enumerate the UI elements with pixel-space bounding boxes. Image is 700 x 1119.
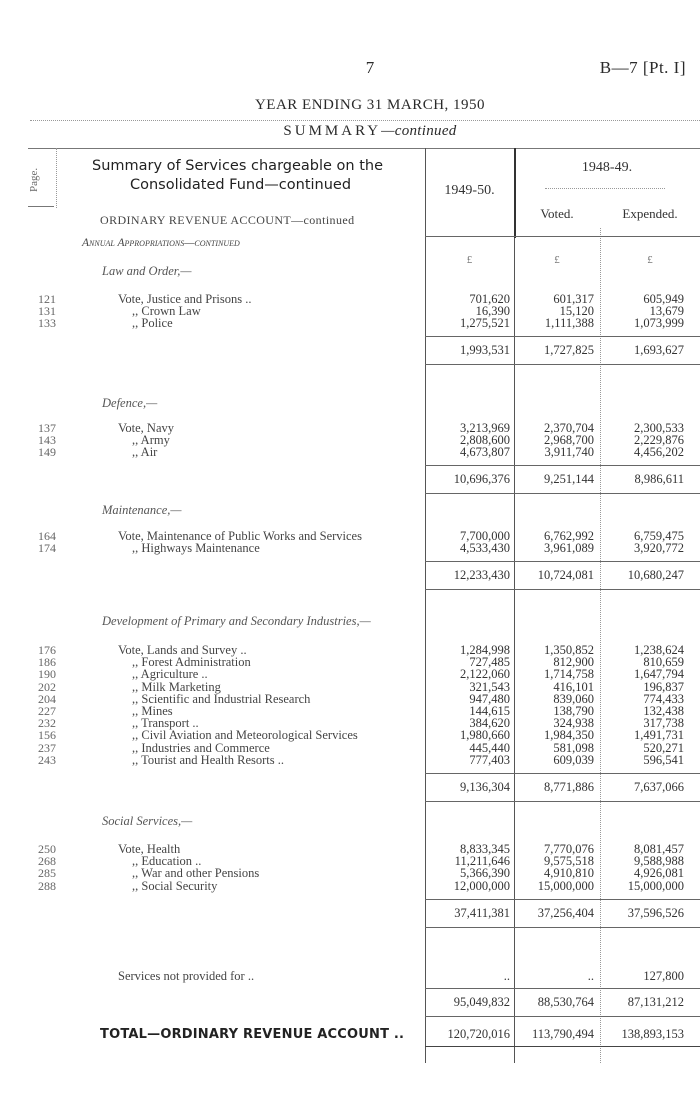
currency-c3: £ [647, 254, 653, 266]
not-provided-label: Services not provided for .. [118, 969, 255, 983]
row-c1: 777,403 [469, 752, 510, 767]
row-c2: 1,111,388 [544, 316, 594, 331]
vote-label: Vote, Navy [118, 421, 175, 435]
row-c1: 144,615 [469, 704, 510, 718]
not-provided-c3: 127,800 [643, 969, 684, 983]
row-c3: 4,926,081 [634, 866, 684, 881]
grand-total-c3: 138,893,153 [621, 1027, 684, 1041]
row-c2: 3,961,089 [544, 541, 594, 556]
row-c3: 3,920,772 [634, 541, 684, 556]
vote-label: ,, Milk Marketing [132, 679, 221, 694]
vote-label: ,, Civil Aviation and Meteorological Services [132, 728, 358, 743]
row-c2: 15,120 [559, 304, 594, 319]
group-total-rule-top [425, 561, 700, 562]
page-ref: 156 [38, 728, 56, 743]
row-c1: 11,211,646 [454, 854, 510, 869]
group-total-rule-bottom [425, 927, 700, 928]
row-c3: 8,081,457 [634, 842, 684, 856]
page-ref: 149 [38, 445, 56, 460]
subtotal-c2: 88,530,764 [537, 995, 594, 1009]
grand-total-c1: 120,720,016 [447, 1027, 510, 1041]
expended-header: Expended. [622, 206, 678, 221]
table-title [92, 157, 383, 195]
voted-header: Voted. [540, 206, 574, 221]
row-c3: 132,438 [643, 704, 684, 718]
row-c1: 947,480 [469, 691, 510, 706]
page-ref: 186 [38, 655, 56, 670]
header-rule [28, 148, 700, 149]
row-c2: 839,060 [553, 691, 594, 706]
page-ref: 288 [38, 878, 56, 893]
grand-total-rule [425, 1046, 700, 1047]
page-ref: 174 [38, 541, 56, 556]
currency-c1: £ [466, 254, 473, 266]
subtotal-rule-bottom [425, 1016, 700, 1017]
row-c1: 2,808,600 [460, 433, 510, 448]
row-c2: 324,938 [553, 716, 594, 731]
group-total-c3: 1,693,627 [634, 343, 684, 358]
row-c3: 1,647,794 [634, 667, 684, 682]
row-c1: 12,000,000 [453, 878, 510, 893]
page-ref: 243 [38, 752, 56, 767]
vote-label: ,, Tourist and Health Resorts .. [132, 752, 285, 767]
page-ref: 133 [38, 316, 56, 331]
row-c2: 812,900 [553, 655, 594, 670]
vote-label: ,, Army [132, 433, 170, 448]
page-ref: 268 [38, 854, 56, 869]
row-c1: 4,673,807 [460, 445, 510, 460]
vote-label: ,, Forest Administration [132, 655, 251, 670]
row-c2: 4,910,810 [544, 866, 594, 881]
row-c3: 2,229,876 [634, 433, 684, 448]
row-c1: 5,366,390 [460, 866, 510, 881]
row-c1: 384,620 [469, 716, 510, 731]
col-header-rule [425, 236, 700, 237]
vote-label: ,, Highways Maintenance [132, 541, 260, 556]
row-c3: 774,433 [643, 691, 684, 706]
row-c2: 1,984,350 [544, 728, 594, 743]
row-c3: 317,738 [643, 716, 684, 731]
vote-label: Vote, Justice and Prisons .. [118, 292, 252, 306]
row-c1: 727,485 [469, 655, 510, 670]
group-total-c3: 37,596,526 [627, 905, 684, 920]
group-total-c2: 8,771,886 [544, 779, 594, 794]
vote-label: ,, Social Security [132, 878, 218, 893]
row-c1: 445,440 [469, 740, 510, 755]
row-c2: 15,000,000 [537, 878, 594, 893]
group-total-c2: 9,251,144 [544, 472, 594, 487]
page-reference: B—7 [Pt. I] [599, 58, 686, 77]
group-total-c2: 37,256,404 [537, 905, 594, 920]
row-c1: 701,620 [469, 292, 510, 306]
year-heading: YEAR ENDING 31 MARCH, 1950 [254, 97, 486, 113]
page-ref: 237 [38, 740, 56, 755]
grand-total-c2: 113,790,494 [531, 1027, 594, 1041]
vote-label: ,, Mines [132, 704, 173, 718]
group-total-c1: 1,993,531 [460, 343, 510, 358]
not-provided-c2: .. [587, 969, 594, 983]
row-c1: 7,700,000 [460, 529, 510, 543]
row-c3: 605,949 [643, 292, 684, 306]
row-c2: 7,770,076 [544, 842, 594, 856]
row-c1: 1,284,998 [460, 643, 510, 657]
row-c2: 3,911,740 [544, 445, 594, 460]
group-total-c1: 9,136,304 [460, 779, 510, 794]
group-total-c3: 7,637,066 [634, 779, 684, 794]
row-c3: 15,000,000 [627, 878, 684, 893]
year-prev-rule [545, 188, 665, 189]
row-c3: 1,073,999 [634, 316, 684, 331]
row-c3: 596,541 [643, 752, 684, 767]
vote-label: ,, Police [132, 316, 173, 331]
page-ref: 227 [38, 704, 56, 718]
group-total-c2: 10,724,081 [537, 568, 594, 583]
row-c3: 9,588,988 [634, 854, 684, 869]
vote-label: ,, War and other Pensions [132, 866, 260, 881]
page-column-header [28, 158, 42, 194]
group-total-rule-bottom [425, 493, 700, 494]
row-c1: 321,543 [469, 679, 510, 694]
page-ref: 285 [38, 866, 56, 881]
group-heading: Maintenance,— [102, 503, 182, 517]
row-c2: 2,370,704 [544, 421, 594, 435]
page-ref: 164 [38, 529, 56, 543]
page-column-label: Page. [28, 167, 40, 192]
vote-label: ,, Transport .. [132, 716, 199, 731]
page-ref: 190 [38, 667, 56, 682]
group-total-rule-bottom [425, 364, 700, 365]
currency-c2: £ [554, 254, 560, 266]
vote-label: ,, Agriculture .. [132, 667, 208, 682]
group-total-c1: 10,696,376 [453, 472, 510, 487]
page-ref: 204 [38, 691, 56, 706]
vote-label: Vote, Maintenance of Public Works and Services [118, 529, 362, 543]
row-c2: 581,098 [553, 740, 594, 755]
group-total-c1: 12,233,430 [453, 568, 510, 583]
row-c2: 2,968,700 [544, 433, 594, 448]
page-column-rule [56, 148, 57, 208]
row-c1: 16,390 [475, 304, 510, 319]
row-c3: 196,837 [643, 679, 684, 694]
row-c1: 8,833,345 [460, 842, 510, 856]
row-c1: 1,980,660 [460, 728, 510, 743]
group-total-c3: 8,986,611 [634, 472, 684, 487]
group-heading: Law and Order,— [102, 264, 192, 278]
vote-label: ,, Industries and Commerce [132, 740, 270, 755]
page-ref: 121 [38, 292, 56, 306]
row-c3: 6,759,475 [634, 529, 684, 543]
group-total-rule-top [425, 899, 700, 900]
group-total-rule-top [425, 465, 700, 466]
row-c3: 1,491,731 [634, 728, 684, 743]
not-provided-c1: .. [503, 969, 510, 983]
row-c2: 6,762,992 [544, 529, 594, 543]
year-current-header: 1949-50. [444, 183, 495, 198]
table-title-line2: Consolidated Fund—continued [130, 177, 352, 193]
vote-label: Vote, Lands and Survey .. [118, 643, 247, 657]
row-c1: 1,275,521 [460, 316, 510, 331]
row-c3: 4,456,202 [634, 445, 684, 460]
row-c3: 520,271 [643, 740, 684, 755]
row-c2: 416,101 [553, 679, 594, 694]
row-c2: 601,317 [553, 292, 594, 306]
page-header-rule [28, 206, 54, 207]
row-c3: 2,300,533 [634, 421, 684, 435]
vote-label: ,, Education .. [132, 854, 202, 869]
vote-label: ,, Scientific and Industrial Research [132, 691, 311, 706]
page-ref: 143 [38, 433, 56, 448]
page-ref: 250 [38, 842, 56, 856]
subtotal-c3: 87,131,212 [627, 995, 684, 1009]
row-c2: 1,350,852 [544, 643, 594, 657]
group-total-rule-bottom [425, 589, 700, 590]
subtotal-c1: 95,049,832 [453, 995, 510, 1009]
grand-total-label: TOTAL—ORDINARY REVENUE ACCOUNT .. [100, 1027, 405, 1042]
group-total-c1: 37,411,381 [454, 905, 510, 920]
group-heading: Development of Primary and Secondary Industries,— [102, 614, 371, 628]
page-ref: 176 [38, 643, 56, 657]
summary-suffix: —continued [381, 123, 457, 139]
group-heading: Social Services,— [102, 814, 193, 828]
group-total-rule-top [425, 336, 700, 337]
page-ref: 202 [38, 679, 56, 694]
group-total-rule-bottom [425, 801, 700, 802]
annual-heading: Annual Appropriations—continued [82, 237, 240, 249]
group-total-rule-top [425, 773, 700, 774]
row-c2: 138,790 [553, 704, 594, 718]
page-number: 7 [365, 58, 375, 77]
row-c1: 4,533,430 [460, 541, 510, 556]
row-c3: 13,679 [649, 304, 684, 319]
page-ref: 137 [38, 421, 56, 435]
row-c2: 1,714,758 [544, 667, 594, 682]
col3-rule [600, 228, 601, 1063]
row-c1: 3,213,969 [460, 421, 510, 435]
top-rule [30, 120, 700, 121]
vote-label: ,, Air [132, 445, 158, 460]
row-c2: 9,575,518 [544, 854, 594, 869]
page-ref: 232 [38, 716, 56, 731]
group-total-c2: 1,727,825 [544, 343, 594, 358]
year-prev-header: 1948-49. [581, 160, 633, 175]
table-title-line1: Summary of Services chargeable on the [92, 158, 384, 174]
row-c2: 609,039 [553, 752, 594, 767]
row-c3: 810,659 [643, 655, 684, 670]
vote-label: ,, Crown Law [132, 304, 201, 319]
section-heading: ORDINARY REVENUE ACCOUNT—continued [100, 213, 355, 227]
page-ref: 131 [38, 304, 56, 319]
vote-label: Vote, Health [118, 842, 181, 856]
summary-heading [0, 123, 700, 140]
row-c3: 1,238,624 [634, 643, 684, 657]
group-heading: Defence,— [102, 396, 158, 410]
subtotal-rule-top [425, 988, 700, 989]
row-c1: 2,122,060 [460, 667, 510, 682]
group-total-c3: 10,680,247 [627, 568, 684, 583]
summary-word: SUMMARY [283, 123, 382, 139]
